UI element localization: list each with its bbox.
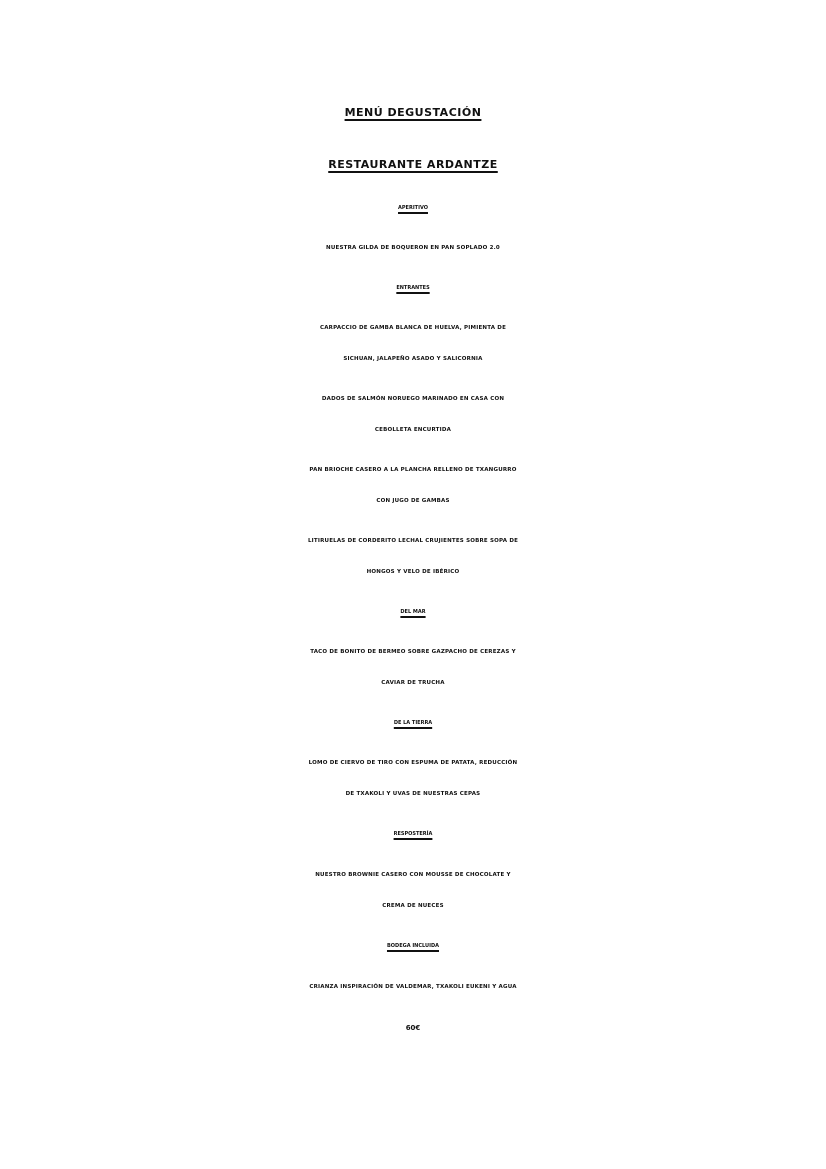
- menu-item-line: CEBOLLETA ENCURTIDA: [374, 427, 452, 433]
- section-heading-del-mar: DEL MAR: [400, 609, 426, 615]
- menu-item-line: NUESTRO BROWNIE CASERO CON MOUSSE DE CHOCOLATE Y: [315, 872, 511, 878]
- section-heading-aperitivo: APERITIVO: [398, 205, 428, 211]
- section-heading-entrantes: ENTRANTES: [396, 285, 430, 291]
- section-heading-bodega: BODEGA INCLUIDA: [386, 943, 439, 949]
- menu-item-line: NUESTRA GILDA DE BOQUERON EN PAN SOPLADO 2.0: [326, 245, 500, 251]
- menu-item-line: TACO DE BONITO DE BERMEO SOBRE GAZPACHO DE CEREZAS Y: [310, 649, 516, 655]
- menu-item-line: CAVIAR DE TRUCHA: [381, 680, 445, 686]
- menu-item-line: LITIRUELAS DE CORDERITO LECHAL CRUJIENTES SOBRE SOPA DE: [307, 538, 519, 544]
- menu-item-line: CREMA DE NUECES: [382, 903, 444, 909]
- section-heading-de-la-tierra: DE LA TIERRA: [393, 720, 433, 726]
- menu-item-line: DADOS DE SALMÓN NORUEGO MARINADO EN CASA CON: [321, 396, 505, 402]
- menu-title: MENÚ DEGUSTACIÓN: [344, 106, 482, 119]
- section-heading-reposteria: RESPOSTERÍA: [393, 831, 433, 837]
- menu-item-line: CRIANZA INSPIRACIÓN DE VALDEMAR, TXAKOLI EUKENI Y AGUA: [309, 984, 517, 990]
- menu-item-line: CON JUGO DE GAMBAS: [376, 498, 450, 504]
- menu-item-line: DE TXAKOLI Y UVAS DE NUESTRAS CEPAS: [345, 791, 481, 797]
- menu-item-line: HONGOS Y VELO DE IBÉRICO: [366, 569, 460, 575]
- menu-price: 60€: [405, 1024, 421, 1032]
- menu-item-line: LOMO DE CIERVO DE TIRO CON ESPUMA DE PATATA, REDUCCIÓN: [308, 760, 518, 766]
- restaurant-name: RESTAURANTE ARDANTZE: [328, 158, 498, 171]
- menu-item-line: SICHUAN, JALAPEÑO ASADO Y SALICORNIA: [343, 356, 483, 362]
- menu-item-line: PAN BRIOCHE CASERO A LA PLANCHA RELLENO DE TXANGURRO: [309, 467, 517, 473]
- menu-item-line: CARPACCIO DE GAMBA BLANCA DE HUELVA, PIMIENTA DE: [319, 325, 507, 331]
